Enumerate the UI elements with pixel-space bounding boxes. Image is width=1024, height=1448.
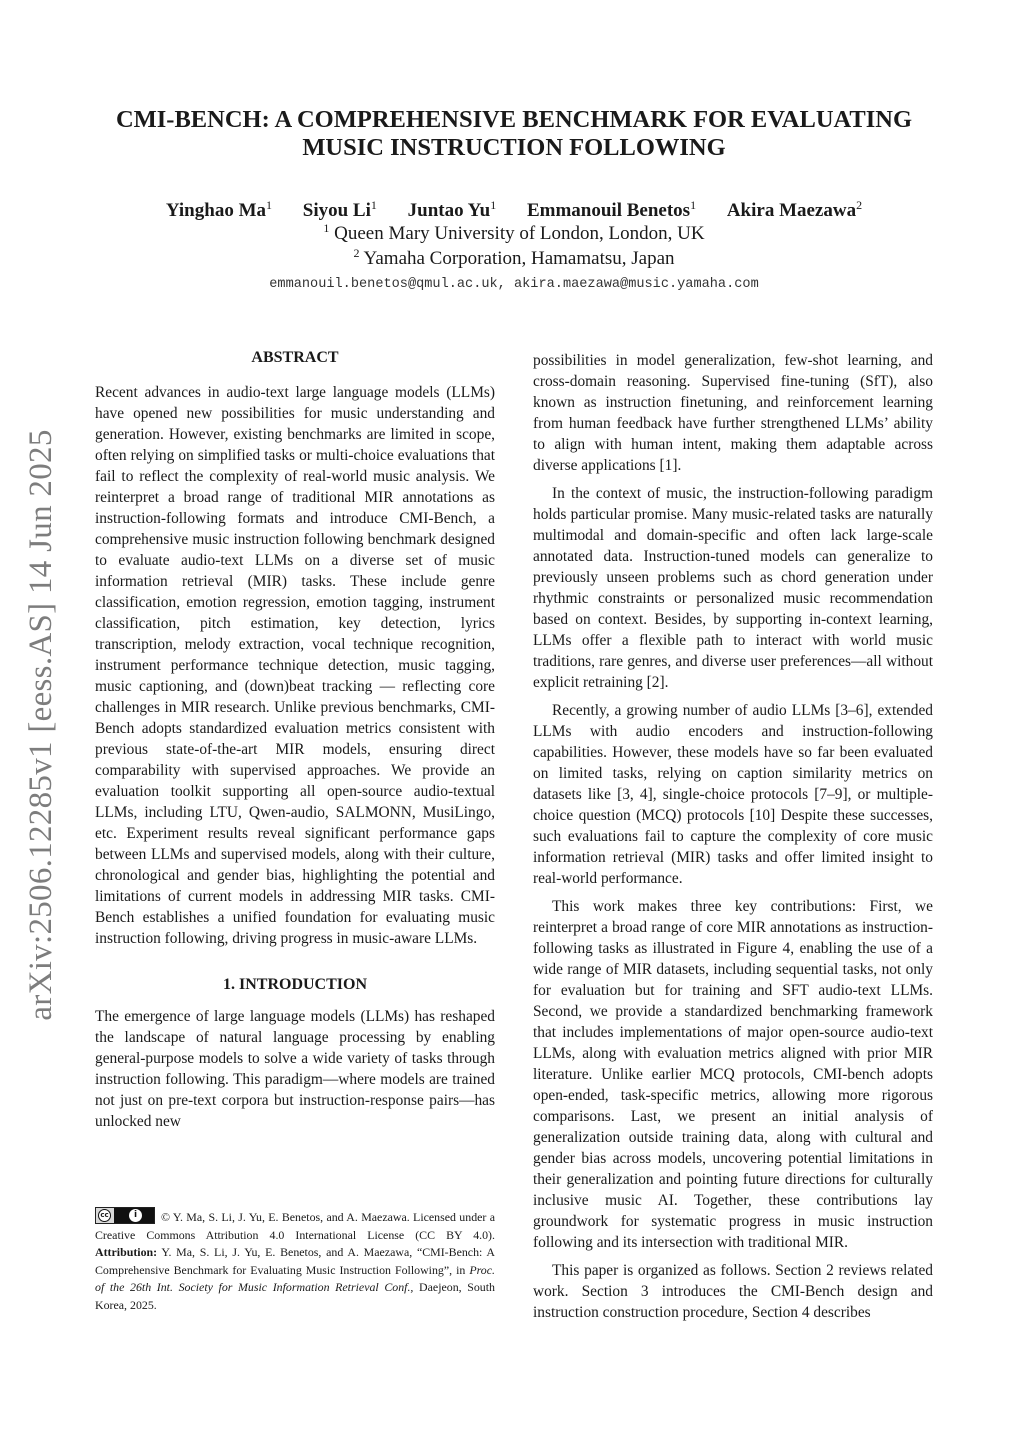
right-column: [533, 350, 933, 1323]
venue-location: Daejeon, South Korea, 2025.: [95, 1280, 496, 1312]
arxiv-identifier-stamp: arXiv:2506.12285v1 [eess.AS] 14 Jun 2025: [23, 429, 59, 1021]
venue: Proc. of the 26th Int. Society for Music Information Retrieval Conf.,: [95, 1262, 495, 1294]
title-line-1: CMI-BENCH: A COMPREHENSIVE BENCHMARK FOR EVALUATING: [115, 106, 913, 133]
author: Juntao Yu$^1$: [407, 198, 497, 221]
introduction-heading: 1. INTRODUCTION: [222, 976, 367, 993]
attribution-text: Y. Ma, S. Li, J. Yu, E. Benetos, and A. Maezawa, “CMI-Bench: A Comprehensive Benchmark for Evaluating Music Instruction Following”, in: [95, 1245, 495, 1277]
intro-paragraph-5: This paper is organized as follows. Section 2 reviews related work. Section 3 introduces the CMI-Bench design and instruction construction procedure, Section 4 describes: [533, 1262, 933, 1321]
affiliation-2: $^2$ Yamaha Corporation, Hamamatsu, Japan: [353, 246, 675, 269]
author: Emmanouil Benetos$^1$: [526, 198, 697, 221]
by-icon: i: [129, 1209, 142, 1222]
cc-by-license-icon: [95, 1207, 155, 1224]
intro-paragraph-1-start: The emergence of large language models (LLMs) has reshaped the landscape of natural language processing by enabling general-purpose models to solve a wide variety of tasks through instruction following. This paradigm—where models are trained not just on pre-text corpora but instruction-response pairs—has unlocked new: [95, 1008, 495, 1130]
intro-paragraph-3: Recently, a growing number of audio LLMs [3–6], extended LLMs with audio encoders and instruction-following capabilities. However, these models have so far been evaluated on limited tasks, relying on caption similarity metrics on datasets like [3, 4], single-choice protocols [7–9], or multiple-choice question (MCQ) protocols [10] Despite these successes, such evaluations fail to capture the complexity of core music information retrieval (MIR) tasks and offer limited insight to real-world performance.: [533, 702, 933, 887]
paper-title: [96, 106, 932, 162]
left-column: [95, 348, 495, 1132]
intro-paragraph-1-end: possibilities in model generalization, few-shot learning, and cross-domain reasoning. Supervised fine-tuning (SfT), also known as instruction finetuning, and reinforcement learning from human feedback have further strengthened LLMs’ ability to align with human intent, making them adaptable across diverse applications [1].: [533, 352, 933, 474]
copyright-text: © Y. Ma, S. Li, J. Yu, E. Benetos, and A. Maezawa. Licensed under a Creative Commons Attribution 4.0 International License (CC BY 4.0).: [95, 1210, 495, 1242]
author: Akira Maezawa$^2$: [726, 198, 863, 221]
abstract-heading: ABSTRACT: [251, 349, 339, 366]
author-emails: emmanouil.benetos@qmul.ac.uk, akira.maezawa@music.yamaha.com: [269, 277, 759, 292]
title-line-2: MUSIC INSTRUCTION FOLLOWING: [302, 134, 726, 161]
affiliation-1: $^1$ Queen Mary University of London, London, UK: [323, 221, 705, 244]
attribution-label: Attribution:: [95, 1245, 158, 1259]
intro-paragraph-2: In the context of music, the instruction-following paradigm holds particular promise. Many music-related tasks are naturally multimodal and domain-specific and often lack large-scale annotated data. Instruction-tuned models can generalize to previously unseen problems such as chord generation under rhythmic constraints or personalized music recommendation based on context. Besides, by supporting in-context learning, LLMs offer a flexible path to interact with world music traditions, rare genres, and diverse user preferences—all without explicit retraining [2].: [533, 485, 933, 691]
author-list: [96, 198, 932, 224]
intro-paragraph-4: This work makes three key contributions: First, we reinterpret a broad range of core MIR annotations as instruction-following tasks as illustrated in Figure 4, enabling the use of a wide range of MIR datasets, including sequential tasks, not only for evaluation but for training and SFT audio-text LLMs. Second, we provide a standardized benchmarking framework that includes implementations of major open-source audio-text LLMs, along with evaluation metrics aligned with prior MIR literature. Unlike earlier MCQ protocols, CMI-bench adopts open-ended, task-specific metrics, allowing more rigorous comparisons. Last, we present an initial analysis of generalization outside training data, along with cultural and gender bias across models, uncovering potential limitations in their generalization and pointing future directions for culturally inclusive music AI. Together, these contributions lay groundwork for systematic progress in music instruction following and its intersection with traditional MIR.: [533, 898, 933, 1251]
cc-icon: cc: [98, 1209, 111, 1222]
author: Siyou Li$^1$: [302, 198, 377, 221]
abstract-body: Recent advances in audio-text large language models (LLMs) have opened new possibilities for music understanding and generation. However, existing benchmarks are limited in scope, often relying on simplified tasks or multi-choice evaluations that fail to reflect the complexity of real-world music analysis. We reinterpret a broad range of traditional MIR annotations as instruction-following formats and introduce CMI-Bench, a comprehensive music instruction following benchmark designed to evaluate audio-text LLMs on a diverse set of music information retrieval (MIR) tasks. These include genre classification, emotion regression, emotion tagging, instrument classification, pitch estimation, key detection, lyrics transcription, melody extraction, vocal technique recognition, instrument performance technique detection, music tagging, music captioning, and (down)beat tracking — reflecting core challenges in MIR research. Unlike previous benchmarks, CMI-Bench adopts standardized evaluation metrics consistent with previous state-of-the-art MIR models, ensuring direct comparability with supervised approaches. We provide an evaluation toolkit supporting all open-source audio-textual LLMs, including LTU, Qwen-audio, SALMONN, MusiLingo, etc. Experiment results reveal significant performance gaps between LLMs and supervised models, along with their culture, chronological and gender bias, highlighting the potential and limitations of current models in addressing MIR tasks. CMI-Bench establishes a unified foundation for evaluating music instruction following, driving progress in music-aware LLMs.: [95, 384, 495, 947]
author: Yinghao Ma$^1$: [165, 198, 273, 221]
copyright-footnote: [95, 1207, 495, 1314]
